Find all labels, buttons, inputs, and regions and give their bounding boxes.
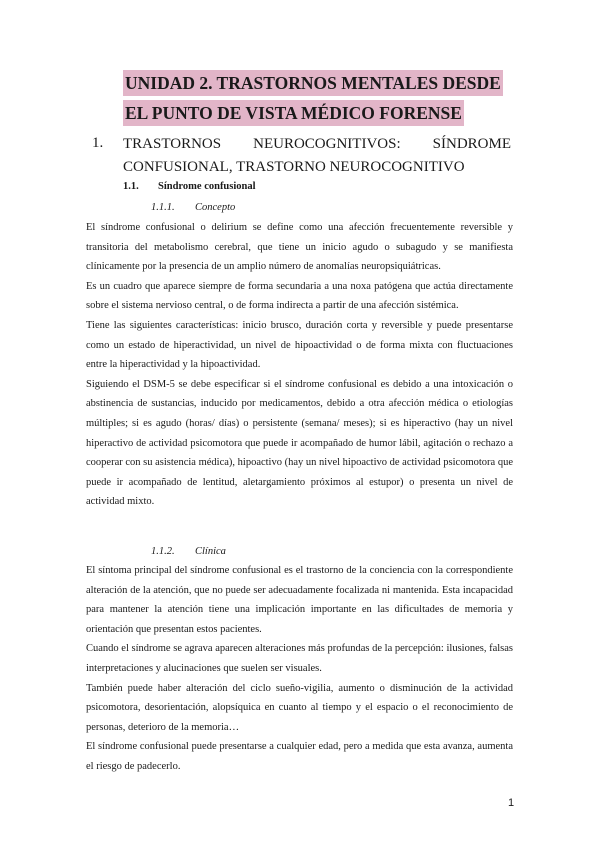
clinica-body [86,561,513,777]
page-number: 1 [508,797,515,809]
paragraph: El síndrome confusional puede presentarse a cualquier edad, pero a medida que esta avanza, aumenta el riesgo de padecerlo. [86,741,513,772]
clinica-number: 1.1.2. [151,546,175,557]
subsection-number: 1.1. [123,181,139,192]
paragraph: El síntoma principal del síndrome confusional es el trastorno de la conciencia con la correspondiente alteración de la atención, que no puede ser adecuadamente focalizada ni mantenida. Esta incapacidad para mantener la atención tiene una implicación importante en las dificultades de memoria y orientación que presentan estos pacientes. [86,565,513,635]
unit-title-line-2: EL PUNTO DE VISTA MÉDICO FORENSE [123,100,464,126]
paragraph: El síndrome confusional o delirium se define como una afección frecuentemente reversible y transitoria del metabolismo cerebral, que tiene un inicio agudo o subagudo y se manifiesta clínicamente por la presencia de un amplio número de anomalías neuropsiquiátricas. [86,222,513,273]
clinica-title: Clínica [195,546,226,557]
subsection-title: Síndrome confusional [158,181,256,192]
paragraph: También puede haber alteración del ciclo sueño-vigilia, aumento o disminución de la actividad psicomotora, desorientación, alopsíquica en cuanto al tiempo y el espacio o el reconocimiento de personas, deterioro de la memoria… [86,682,513,733]
paragraph: Cuando el síndrome se agrava aparecen alteraciones más profundas de la percepción: ilusiones, falsas interpretaciones y alucinaciones que suelen ser visuales. [86,643,513,674]
unit-title-line-1: UNIDAD 2. TRASTORNOS MENTALES DESDE [123,70,503,96]
concepto-body [86,218,513,512]
section-number: 1. [92,135,104,151]
concepto-number: 1.1.1. [151,202,175,213]
concepto-title: Concepto [195,202,236,213]
section-title: TRASTORNOS NEUROCOGNITIVOS: SÍNDROME CONFUSIONAL, TRASTORNO NEUROCOGNITIVO [123,136,511,175]
paragraph: Tiene las siguientes características: inicio brusco, duración corta y reversible y puede presentarse como un estado de hiperactividad, un nivel de hipoactividad o de forma mixta con fluctuaciones entre la hiperactividad y la hipoactividad. [86,319,513,371]
paragraph: Es un cuadro que aparece siempre de forma secundaria a una noxa patógena que actúa directamente sobre el sistema nervioso central, o de forma indirecta a partir de una afección sistémica. [86,280,513,312]
paragraph: Siguiendo el DSM-5 se debe especificar si el síndrome confusional es debido a una intoxicación o abstinencia de sustancias, inducido por medicamentos, debido a otra afección médica o etiologías múltiples; si es agudo (horas/ días) o persistente (semana/ meses); si es hiperactivo (hay un nivel hiperactivo de actividad psicomotora que puede ir acompañado de humor lábil, agitación o rechazo a cooperar con su asistencia médica), hipoactivo (hay un nivel hipoactivo de actividad psicomotora que puede ir acompañado de lentitud, aletargamiento próximos al estupor) o presenta un nivel de actividad mixto. [86,378,513,508]
